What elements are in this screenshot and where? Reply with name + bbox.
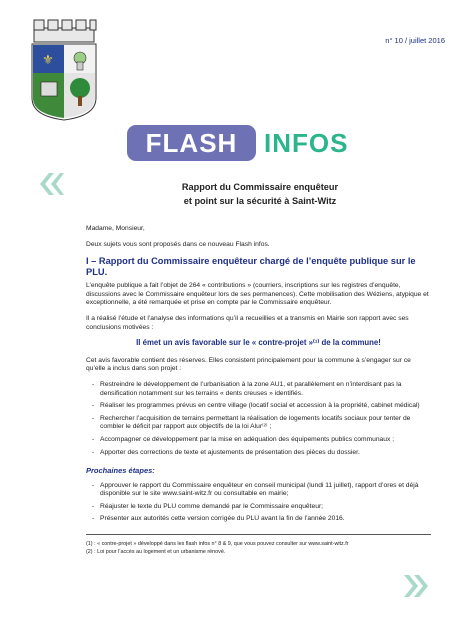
favorable-opinion-highlight: Il émet un avis favorable sur le « contre-projet »⁽¹⁾ de la commune! — [136, 338, 381, 348]
double-chevron-left-icon — [36, 170, 64, 198]
list-item: - Accompagner ce développement par la mise en adéquation des équipements publics communaux ; — [92, 436, 431, 445]
issue-number: n° 10 / juillet 2016 — [385, 36, 445, 45]
next-steps-list — [86, 482, 431, 524]
flash-label: FLASH — [127, 125, 256, 161]
double-chevron-right-icon — [400, 572, 428, 600]
intro-paragraph: Deux sujets vous sont proposés dans ce nouveau Flash infos. — [86, 240, 270, 248]
document-title — [100, 180, 420, 208]
list-item: - Restreindre le développement de l’urbanisation à la zone AU1, et parallèlement en n’interdisant pas la densification notamment sur les terrains « dents creuses » identifiés. — [92, 381, 431, 398]
crown-icon — [34, 20, 96, 42]
svg-text:⚜: ⚜ — [42, 53, 54, 68]
title-line-1: Rapport du Commissaire enquêteur — [181, 182, 339, 192]
list-item: - Réaliser les programmes prévus en centre village (locatif social et accession à la propriété, cabinet médical) — [92, 402, 431, 411]
letter-body — [86, 225, 431, 556]
section-title: I – Rapport du Commissaire enquêteur chargé de l’enquête publique sur le PLU. — [86, 256, 416, 277]
footnote-divider — [86, 534, 431, 535]
next-steps-heading: Prochaines étapes: — [86, 466, 155, 476]
list-item: - Approuver le rapport du Commissaire enquêteur en conseil municipal (lundi 11 juillet), rapport d’ores et déjà disponible sur le site www.saint-witz.fr ou consultable en mairie; — [92, 482, 431, 499]
shield-icon — [32, 44, 96, 120]
list-item: - Présenter aux autorités cette version corrigée du PLU avant la fin de l’année 2016. — [92, 515, 431, 524]
infos-label: INFOS — [264, 128, 349, 158]
town-crest-logo — [28, 18, 100, 122]
title-line-2: et point sur la sécurité à Saint-Witz — [183, 196, 337, 206]
list-item: - Réajuster le texte du PLU comme demandé par le Commissaire enquêteur; — [92, 503, 431, 512]
paragraph-analysis: Il a réalisé l’étude et l’analyse des informations qu’il a recueillies et a transmis en Mairie son rapport avec ses conclusions motivées : — [86, 314, 409, 331]
reserves-list — [86, 381, 431, 457]
greeting: Madame, Monsieur, — [86, 225, 145, 232]
footnote-2: (2) : Loi pour l’accès au logement et un urbanisme rénové. — [86, 549, 226, 556]
footnote-1: (1) : « contre-projet » développé dans les flash infos n° 8 & 9, que vous pouvez consulter sur www.saint-witz.fr — [86, 541, 349, 548]
list-item: - Rechercher l’acquisition de terrains permettant la réalisation de logements locatifs sociaux pour tenter de combler le déficit par rapport aux objectifs de la loi Alur⁽²⁾ ; — [92, 415, 431, 432]
list-item: - Apporter des corrections de texte et ajustements de présentation des pièces du dossier. — [92, 449, 431, 458]
paragraph-contributions: L’enquête publique a fait l’objet de 264 « contributions » (courriers, inscriptions sur les registres d’enquête, discussions avec le Commissaire enquêteur lors de ses permanences). Cette mobilisation des Wéziens, atypique et exceptionnelle, a été remarquée et prise en compte par le Commissaire enquêteur. — [86, 282, 429, 307]
paragraph-reserves: Cet avis favorable contient des réserves. Elles consistent principalement pour la commune à s’engager sur ce qu’elle a inclus dans son projet : — [86, 356, 411, 373]
